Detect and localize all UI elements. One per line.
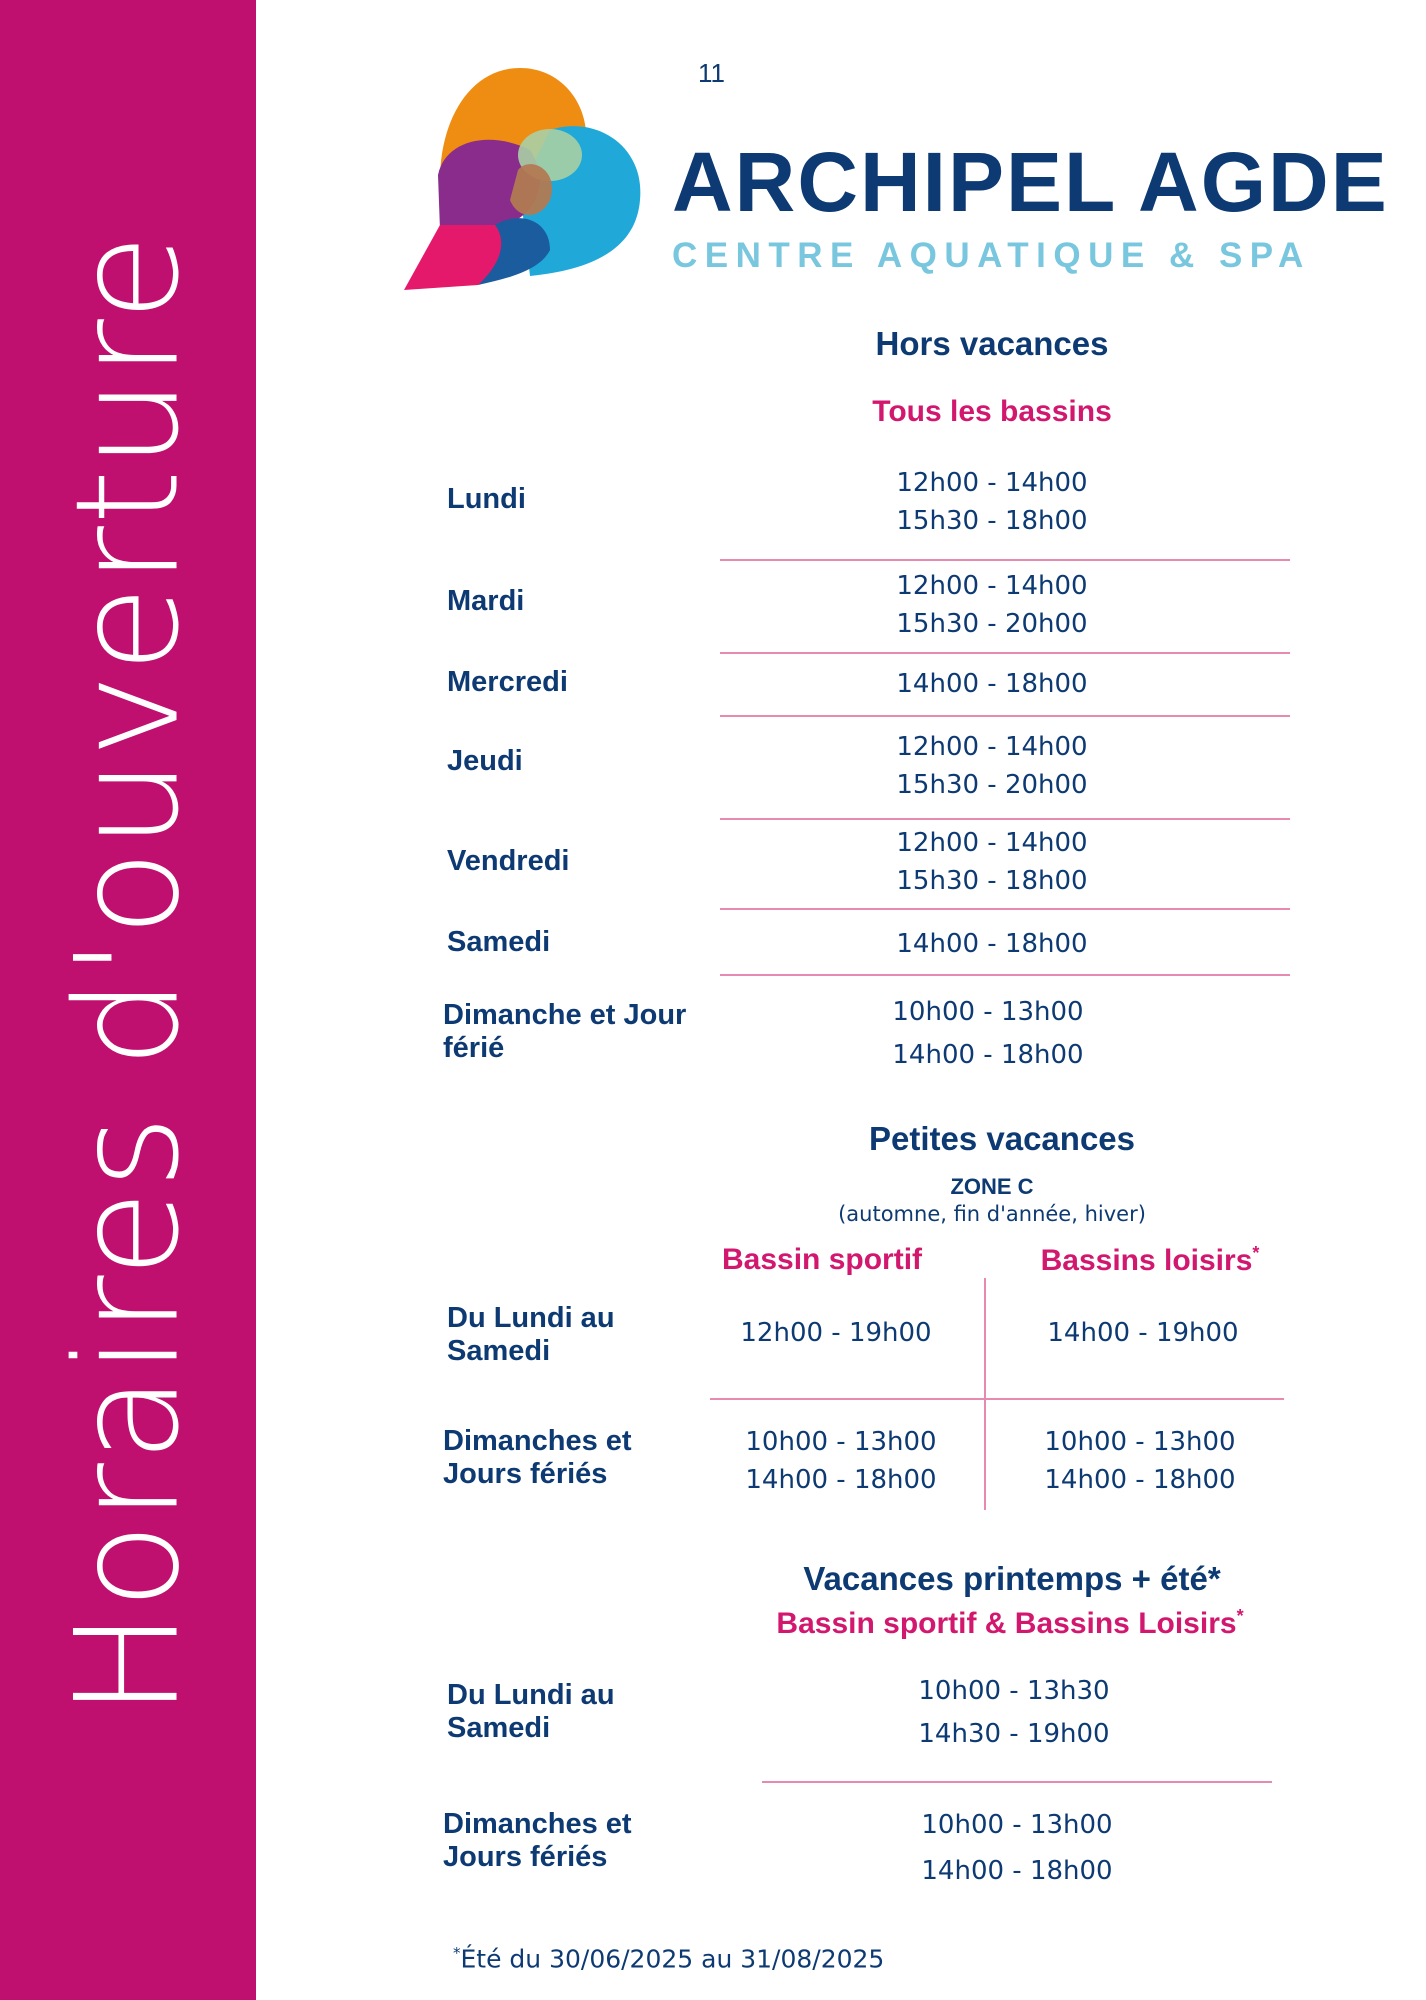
day-label: Du Lundi au Samedi	[447, 1679, 615, 1744]
hors-vacances-subtitle: Tous les bassins	[872, 395, 1112, 428]
time-slot: 14h00 - 18h00	[896, 929, 1088, 959]
time-slot: 14h00 - 18h00	[745, 1465, 937, 1495]
time-slot: 14h00 - 18h00	[921, 1856, 1113, 1886]
petites-vacances-title: Petites vacances	[868, 1120, 1136, 1157]
day-label: Mercredi	[447, 666, 568, 698]
time-slot: 10h00 - 13h00	[921, 1810, 1113, 1840]
zone-note: (automne, fin d'année, hiver)	[838, 1202, 1146, 1226]
footnote: *Été du 30/06/2025 au 31/08/2025	[453, 1944, 885, 1974]
time-slot: 14h00 - 18h00	[892, 1040, 1084, 1070]
sidebar-title: Horaires d'ouverture	[45, 232, 211, 1718]
time-slot: 10h00 - 13h00	[745, 1427, 937, 1457]
col-header-loisirs: Bassins loisirs*	[1040, 1243, 1260, 1277]
row-divider	[762, 1781, 1272, 1783]
col-header-sportif: Bassin sportif	[721, 1243, 923, 1276]
time-slot: 10h00 - 13h30	[918, 1676, 1110, 1706]
archipel-logo-icon	[400, 60, 646, 296]
day-label: Dimanche et Jour férié	[443, 999, 687, 1064]
row-divider	[710, 1398, 1284, 1400]
time-slot: 15h30 - 20h00	[896, 609, 1088, 639]
time-slot: 12h00 - 14h00	[896, 468, 1088, 498]
printemps-ete-title: Vacances printemps + été*	[803, 1560, 1221, 1597]
time-slot: 14h00 - 18h00	[1044, 1465, 1236, 1495]
day-label: Du Lundi au Samedi	[447, 1302, 615, 1367]
row-divider	[720, 559, 1290, 561]
column-divider	[984, 1278, 986, 1510]
page-number: 11	[698, 58, 725, 88]
time-slot: 10h00 - 13h00	[1044, 1427, 1236, 1457]
time-slot: 15h30 - 20h00	[896, 770, 1088, 800]
day-label: Lundi	[447, 483, 526, 515]
brand-name: ARCHIPEL AGDE	[672, 135, 1389, 229]
time-slot: 14h00 - 19h00	[1047, 1318, 1239, 1348]
brand-subtitle: CENTRE AQUATIQUE & SPA	[672, 236, 1311, 275]
row-divider	[720, 974, 1290, 976]
row-divider	[720, 818, 1290, 820]
row-divider	[720, 908, 1290, 910]
row-divider	[720, 715, 1290, 717]
zone-label: ZONE C	[950, 1174, 1034, 1199]
day-label: Vendredi	[447, 845, 570, 877]
time-slot: 12h00 - 14h00	[896, 828, 1088, 858]
row-divider	[720, 652, 1290, 654]
day-label: Jeudi	[447, 745, 523, 777]
hors-vacances-title: Hors vacances	[875, 325, 1109, 362]
time-slot: 10h00 - 13h00	[892, 997, 1084, 1027]
time-slot: 14h30 - 19h00	[918, 1719, 1110, 1749]
day-label: Mardi	[447, 585, 525, 617]
day-label: Dimanches et Jours fériés	[443, 1808, 632, 1873]
time-slot: 12h00 - 14h00	[896, 571, 1088, 601]
time-slot: 12h00 - 14h00	[896, 732, 1088, 762]
printemps-ete-subtitle: Bassin sportif & Bassins Loisirs*	[776, 1606, 1244, 1640]
time-slot: 12h00 - 19h00	[740, 1318, 932, 1348]
day-label: Dimanches et Jours fériés	[443, 1425, 632, 1490]
day-label: Samedi	[447, 926, 551, 958]
time-slot: 15h30 - 18h00	[896, 866, 1088, 896]
time-slot: 15h30 - 18h00	[896, 506, 1088, 536]
time-slot: 14h00 - 18h00	[896, 669, 1088, 699]
